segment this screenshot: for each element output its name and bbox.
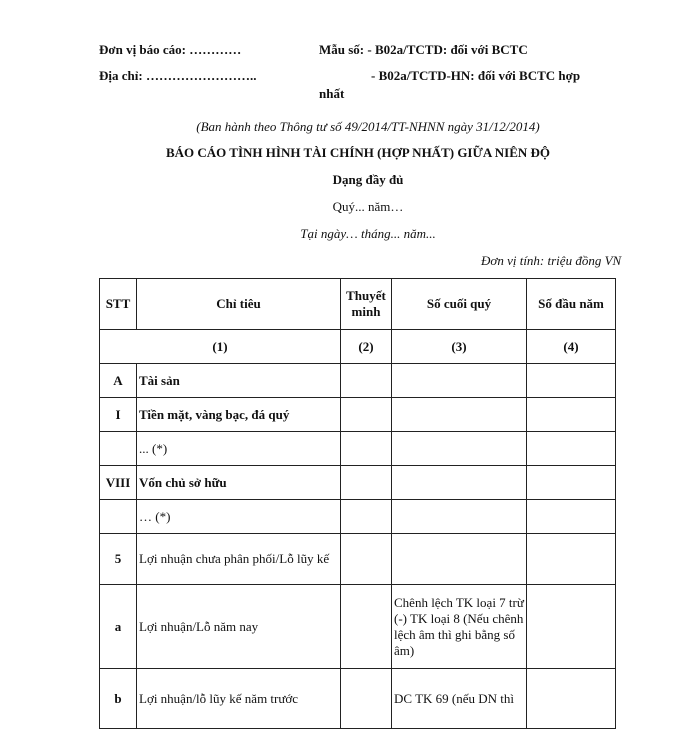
- row-thuyet-minh: [341, 466, 392, 500]
- table-row: [100, 500, 616, 534]
- form-number-line-1: Mẫu số: - B02a/TCTD: đối với BCTC: [319, 42, 528, 57]
- financial-report-table: [99, 278, 616, 729]
- issuance-note: (Ban hành theo Thông tư số 49/2014/TT-NHNN ngày 31/12/2014): [196, 119, 540, 134]
- row-stt: [100, 432, 137, 466]
- col-number-4: (4): [527, 330, 616, 364]
- row-so-dau-nam: [527, 534, 616, 585]
- col-number-3: (3): [392, 330, 527, 364]
- row-stt: [100, 500, 137, 534]
- header-stt: STT: [100, 279, 137, 330]
- column-number-row: [100, 330, 616, 364]
- row-so-dau-nam: [527, 466, 616, 500]
- row-chi-tieu: Lợi nhuận/lỗ lũy kế năm trước: [137, 669, 341, 729]
- row-chi-tieu: … (*): [137, 500, 341, 534]
- row-stt: I: [100, 398, 137, 432]
- row-so-dau-nam: [527, 432, 616, 466]
- reporting-unit-label: Đơn vị báo cáo: …………: [99, 42, 242, 57]
- row-so-dau-nam: [527, 585, 616, 669]
- table-row: [100, 585, 616, 669]
- row-thuyet-minh: [341, 534, 392, 585]
- row-thuyet-minh: [341, 398, 392, 432]
- row-so-cuoi-quy: Chênh lệch TK loại 7 trừ (-) TK loại 8 (Nếu chênh lệch âm thì ghi bằng số âm): [392, 585, 527, 669]
- table-row: [100, 398, 616, 432]
- row-so-cuoi-quy: [392, 500, 527, 534]
- row-chi-tieu: Lợi nhuận/Lỗ năm nay: [137, 585, 341, 669]
- header-chi-tieu: Chỉ tiêu: [137, 279, 341, 330]
- row-so-dau-nam: [527, 398, 616, 432]
- form-number-line-2-cont: nhất: [319, 86, 345, 101]
- row-so-cuoi-quy: [392, 534, 527, 585]
- row-so-cuoi-quy: [392, 432, 527, 466]
- row-thuyet-minh: [341, 432, 392, 466]
- table-row: [100, 364, 616, 398]
- table-row: [100, 432, 616, 466]
- row-thuyet-minh: [341, 669, 392, 729]
- row-stt: A: [100, 364, 137, 398]
- address-label: Địa chỉ: ……………………..: [99, 68, 257, 83]
- row-so-cuoi-quy: [392, 466, 527, 500]
- col-number-2: (2): [341, 330, 392, 364]
- table-row: [100, 669, 616, 729]
- form-number-line-2: - B02a/TCTD-HN: đối với BCTC hợp: [371, 68, 581, 83]
- date-line: Tại ngày… tháng... năm...: [300, 226, 436, 241]
- unit-note: Đơn vị tính: triệu đồng VN: [481, 253, 622, 268]
- table-header-row: [100, 279, 616, 330]
- report-title: BÁO CÁO TÌNH HÌNH TÀI CHÍNH (HỢP NHẤT) GIỮA NIÊN ĐỘ: [165, 145, 551, 160]
- row-chi-tieu: Tài sản: [137, 364, 341, 398]
- row-stt: VIII: [100, 466, 137, 500]
- row-chi-tieu: ... (*): [137, 432, 341, 466]
- row-chi-tieu: Lợi nhuận chưa phân phối/Lỗ lũy kế: [137, 534, 341, 585]
- row-so-dau-nam: [527, 364, 616, 398]
- row-so-cuoi-quy: DC TK 69 (nếu DN thì: [392, 669, 527, 729]
- row-chi-tieu: Tiền mặt, vàng bạc, đá quý: [137, 398, 341, 432]
- report-subtitle: Dạng đầy đủ: [332, 172, 404, 187]
- row-so-dau-nam: [527, 500, 616, 534]
- table-row: [100, 466, 616, 500]
- row-thuyet-minh: [341, 585, 392, 669]
- quarter-line: Quý... năm…: [332, 199, 404, 214]
- row-stt: b: [100, 669, 137, 729]
- row-so-cuoi-quy: [392, 398, 527, 432]
- row-thuyet-minh: [341, 364, 392, 398]
- header-so-dau-nam: Số đầu năm: [527, 279, 616, 330]
- table-row: [100, 534, 616, 585]
- row-so-cuoi-quy: [392, 364, 527, 398]
- row-stt: 5: [100, 534, 137, 585]
- header-thuyet-minh: Thuyết minh: [341, 279, 392, 330]
- col-number-1: (1): [100, 330, 341, 364]
- row-so-dau-nam: [527, 669, 616, 729]
- row-thuyet-minh: [341, 500, 392, 534]
- row-stt: a: [100, 585, 137, 669]
- row-chi-tieu: Vốn chủ sở hữu: [137, 466, 341, 500]
- header-so-cuoi-quy: Số cuối quý: [392, 279, 527, 330]
